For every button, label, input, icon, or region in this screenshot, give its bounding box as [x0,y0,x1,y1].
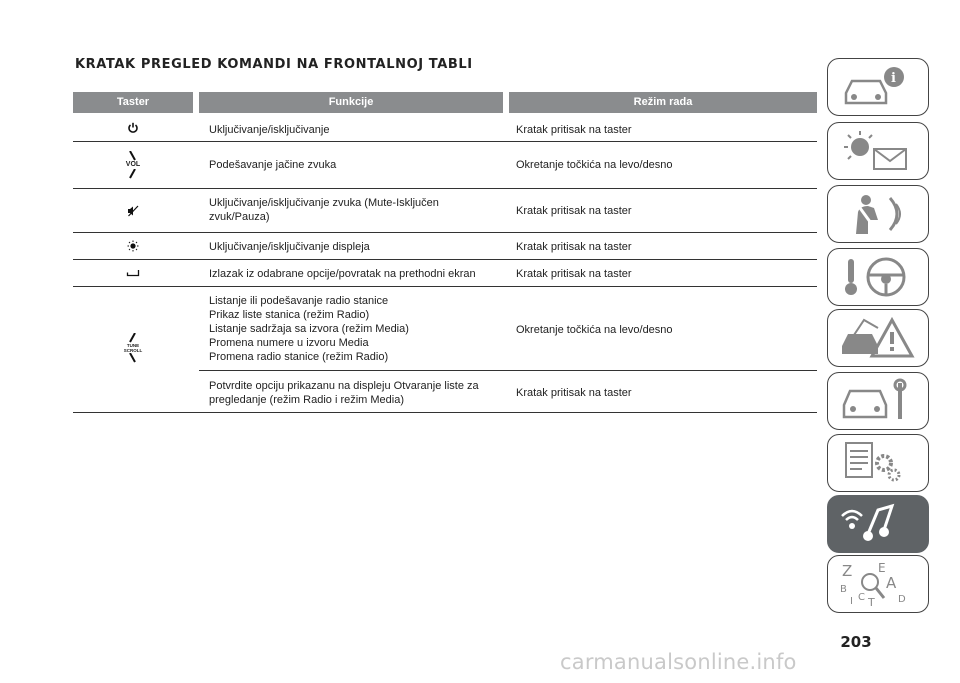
table-row [73,260,817,287]
index-letter: B [840,584,847,595]
tab-starting-driving[interactable] [827,248,929,306]
index-letter: A [886,574,897,592]
page-title: KRATAK PREGLED KOMANDI NA FRONTALNOJ TABLI [75,57,473,72]
row-function: Uključivanje/isključivanje zvuka (Mute-Isključen zvuk/Pauza) [209,197,439,223]
vol-label: VOL [125,161,141,168]
row-mode: Kratak pritisak na taster [516,268,632,280]
table-row [73,114,817,142]
row-function: Uključivanje/isključivanje displeja [209,241,370,253]
scroll-label: SCROLL [123,348,143,353]
row-sub-mode: Kratak pritisak na taster [516,387,632,399]
index-letter: C [858,592,865,603]
multimedia-icon [838,500,918,548]
tab-maintenance[interactable] [827,372,929,430]
index-letter: T [868,596,875,608]
header-rezim: Režim rada [509,92,817,113]
sub-row-divider [199,287,817,371]
warning-light-message-icon [838,127,918,175]
tune-label: TUNE [126,343,140,348]
tab-car-info[interactable] [827,58,929,116]
tab-emergency[interactable] [827,309,929,367]
power-icon [73,114,193,141]
svg-text:i: i [891,71,896,86]
car-maintenance-icon [838,377,918,425]
row-mode: Kratak pritisak na taster [516,124,632,136]
seatbelt-airbag-icon [838,190,918,238]
header-taster: Taster [73,92,193,113]
header-funkcije: Funkcije [199,92,503,113]
emergency-triangle-icon [838,314,918,362]
tab-index[interactable] [827,555,929,613]
row-sub-function: Potvrdite opciju prikazanu na displeju Otvaranje liste za pregledanje (režim Radio i režim Media) [209,380,479,406]
technical-data-icon [838,439,918,487]
back-icon [73,260,193,286]
page-number: 203 [840,633,872,651]
row-mode: Okretanje točkića na levo/desno [516,324,673,336]
row-mode: Kratak pritisak na taster [516,205,632,217]
row-function: Listanje ili podešavanje radio stanice Prikaz liste stanica (režim Radio) Listanje sadržaja sa izvora (režim Media) Promena numere u izvoru Media Promena radio stanice (režim Radio) [209,295,409,363]
index-letter: E [878,561,886,575]
vol-knob-icon [73,142,193,188]
tab-technical-data[interactable] [827,434,929,492]
car-info-icon [838,63,918,111]
key-steering-wheel-icon [838,253,918,301]
row-function: Uključivanje/isključivanje [209,124,330,136]
tab-multimedia[interactable] [827,495,929,553]
table-row [73,287,817,413]
index-letter: I [850,596,853,607]
tab-warning-lights[interactable] [827,122,929,180]
display-icon [73,233,193,259]
table-row [73,233,817,260]
table-row [73,142,817,189]
row-mode: Okretanje točkića na levo/desno [516,159,673,171]
index-letter: Z [842,562,853,580]
index-az-icon [838,560,918,608]
watermark: carmanualsonline.info [560,650,797,674]
tune-scroll-knob-icon [73,327,193,369]
row-mode: Kratak pritisak na taster [516,241,632,253]
table-row [73,189,817,233]
index-letter: D [898,594,906,605]
tab-safety[interactable] [827,185,929,243]
mute-icon [73,189,193,232]
row-function: Podešavanje jačine zvuka [209,159,337,171]
row-function: Izlazak iz odabrane opcije/povratak na prethodni ekran [209,268,476,280]
table-header [73,92,817,113]
